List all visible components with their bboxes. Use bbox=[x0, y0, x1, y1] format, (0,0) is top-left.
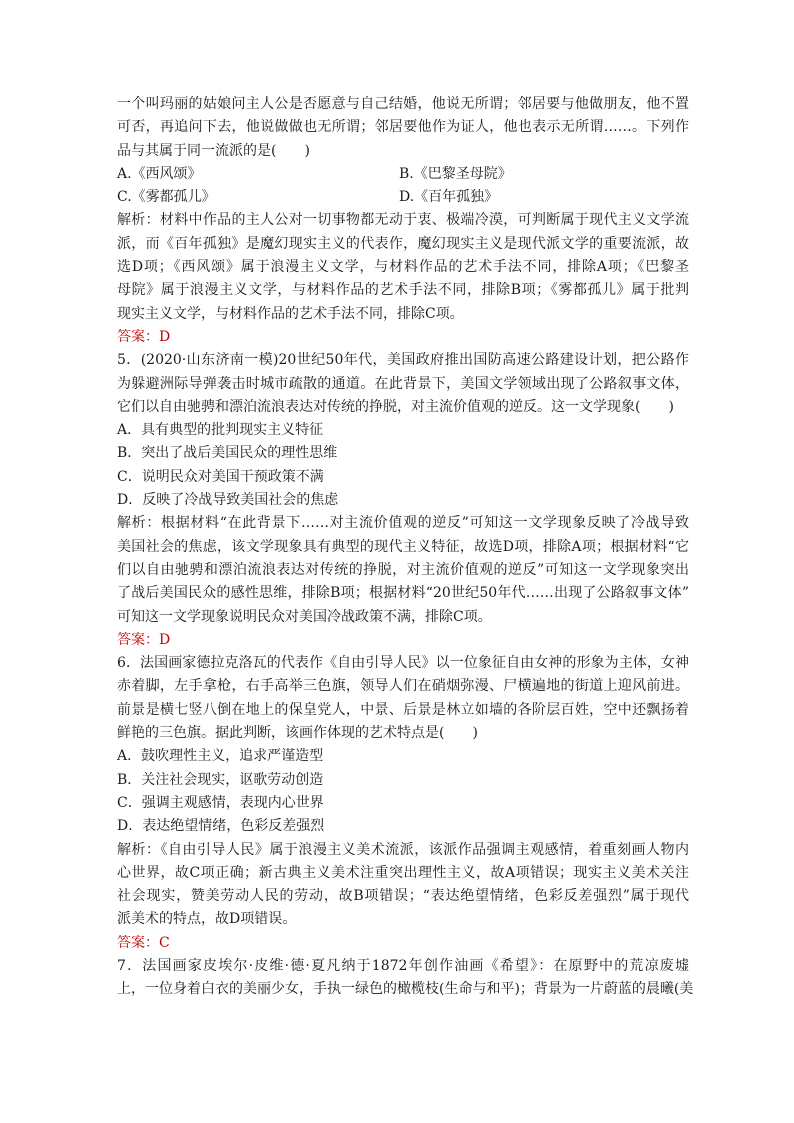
analysis-line: 美国社会的焦虑，该文学现象具有典型的现代主义特征，故选D项，排除A项；根据材料“它 bbox=[117, 538, 689, 555]
option-b: B．突出了战后美国民众的理性思维 bbox=[117, 445, 338, 462]
option-a: A.《西风颂》 bbox=[117, 165, 202, 182]
analysis-line: 派，而《百年孤独》是魔幻现实主义的代表作，魔幻现实主义是现代派文学的重要流派，故 bbox=[117, 235, 689, 252]
answer-label: 答案：D bbox=[117, 328, 171, 345]
question-stem-line: 鲜艳的三色旗。据此判断，该画作体现的艺术特点是( ) bbox=[117, 725, 478, 742]
option-row bbox=[117, 186, 689, 209]
question-stem-line: 前景是横七竖八倒在地上的保皇党人，中景、后景是林立如墙的各阶层百姓，空中还飘扬着 bbox=[117, 701, 689, 718]
analysis-line: 解析：根据材料“在此背景下……对主流价值观的逆反”可知这一文学现象反映了冷战导致 bbox=[117, 515, 689, 532]
option-c: C．说明民众对美国干预政策不满 bbox=[117, 468, 324, 485]
question-6 bbox=[117, 652, 689, 955]
question-stem-line: 6．法国画家德拉克洛瓦的代表作《自由引导人民》以一位象征自由女神的形象为主体，女神 bbox=[117, 655, 689, 672]
question-stem-line: 为躲避洲际导弹袭击时城市疏散的通道。在此背景下，美国文学领域出现了公路叙事文体， bbox=[117, 375, 689, 392]
option-row bbox=[117, 163, 689, 186]
analysis-line: 派美术的特点，故D项错误。 bbox=[117, 911, 297, 928]
document-page bbox=[117, 93, 694, 1002]
analysis-line: 可知这一文学现象说明民众对美国冷战政策不满，排除C项。 bbox=[117, 608, 492, 625]
option-c: C．强调主观感情，表现内心世界 bbox=[117, 794, 324, 811]
question-stem-line: 5．(2020·山东济南一模)20世纪50年代，美国政府推出国防高速公路建设计划，把公路作 bbox=[117, 352, 689, 369]
option-d: D.《百年孤独》 bbox=[399, 189, 499, 206]
question-stem-line: 它们以自由驰骋和漂泊流浪表达对传统的挣脱，对主流价值观的逆反。这一文学现象( ) bbox=[117, 398, 674, 415]
option-d: D．反映了冷战导致美国社会的焦虑 bbox=[117, 492, 339, 509]
question-stem-line: 赤着脚，左手拿枪，右手高举三色旗，领导人们在硝烟弥漫、尸横遍地的街道上迎风前进。 bbox=[117, 678, 689, 695]
analysis-line: 解析：《自由引导人民》属于浪漫主义美术流派，该派作品强调主观感情，着重刻画人物内 bbox=[117, 841, 689, 858]
analysis-line: 母院》属于浪漫主义文学，与材料作品的艺术手法不同，排除B项；《雾都孤儿》属于批判 bbox=[117, 282, 689, 299]
option-b: B．关注社会现实，讴歌劳动创造 bbox=[117, 771, 324, 788]
question-stem-line: 可否，再追问下去，他说做做也无所谓；邻居要他作为证人，他也表示无所谓……。下列作 bbox=[117, 119, 689, 136]
question-5 bbox=[117, 349, 689, 652]
answer-label: 答案：C bbox=[117, 934, 170, 951]
analysis-line: 心世界，故C项正确；新古典主义美术注重突出理性主义，故A项错误；现实主义美术关注 bbox=[117, 864, 689, 881]
question-stem-line: 7．法国画家皮埃尔·皮维·德·夏凡纳于1872年创作油画《希望》：在原野中的荒凉废墟 bbox=[117, 957, 689, 974]
question-stem-line: 上，一位身着白衣的美丽少女，手执一绿色的橄榄枝(生命与和平)；背景为一片蔚蓝的晨曦(美 bbox=[117, 981, 694, 998]
question-4 bbox=[117, 93, 689, 349]
option-a: A．具有典型的批判现实主义特征 bbox=[117, 422, 324, 439]
analysis-line: 现实主义文学，与材料作品的艺术手法不同，排除C项。 bbox=[117, 305, 464, 322]
option-b: B.《巴黎圣母院》 bbox=[399, 165, 512, 182]
question-stem-line: 品与其属于同一流派的是( ) bbox=[117, 142, 310, 159]
analysis-line: 了战后美国民众的感性思维，排除B项；根据材料“20世纪50年代……出现了公路叙事文体” bbox=[117, 585, 689, 602]
question-stem-line: 一个叫玛丽的姑娘问主人公是否愿意与自己结婚，他说无所谓；邻居要与他做朋友，他不置 bbox=[117, 96, 689, 112]
analysis-line: 社会现实，赞美劳动人民的劳动，故B项错误；“表达绝望情绪，色彩反差强烈”属于现代 bbox=[117, 888, 689, 905]
option-d: D．表达绝望情绪，色彩反差强烈 bbox=[117, 818, 325, 835]
analysis-line: 解析：材料中作品的主人公对一切事物都无动于衷、极端冷漠，可判断属于现代主义文学流 bbox=[117, 212, 689, 229]
answer-label: 答案：D bbox=[117, 631, 171, 648]
analysis-line: 选D项；《西风颂》属于浪漫主义文学，与材料作品的艺术手法不同，排除A项；《巴黎圣 bbox=[117, 259, 689, 276]
option-c: C.《雾都孤儿》 bbox=[117, 189, 216, 206]
option-a: A．鼓吹理性主义，追求严谨造型 bbox=[117, 748, 324, 765]
analysis-line: 们以自由驰骋和漂泊流浪表达对传统的挣脱，对主流价值观的逆反”可知这一文学现象突出 bbox=[117, 561, 689, 578]
question-7 bbox=[117, 955, 694, 1002]
